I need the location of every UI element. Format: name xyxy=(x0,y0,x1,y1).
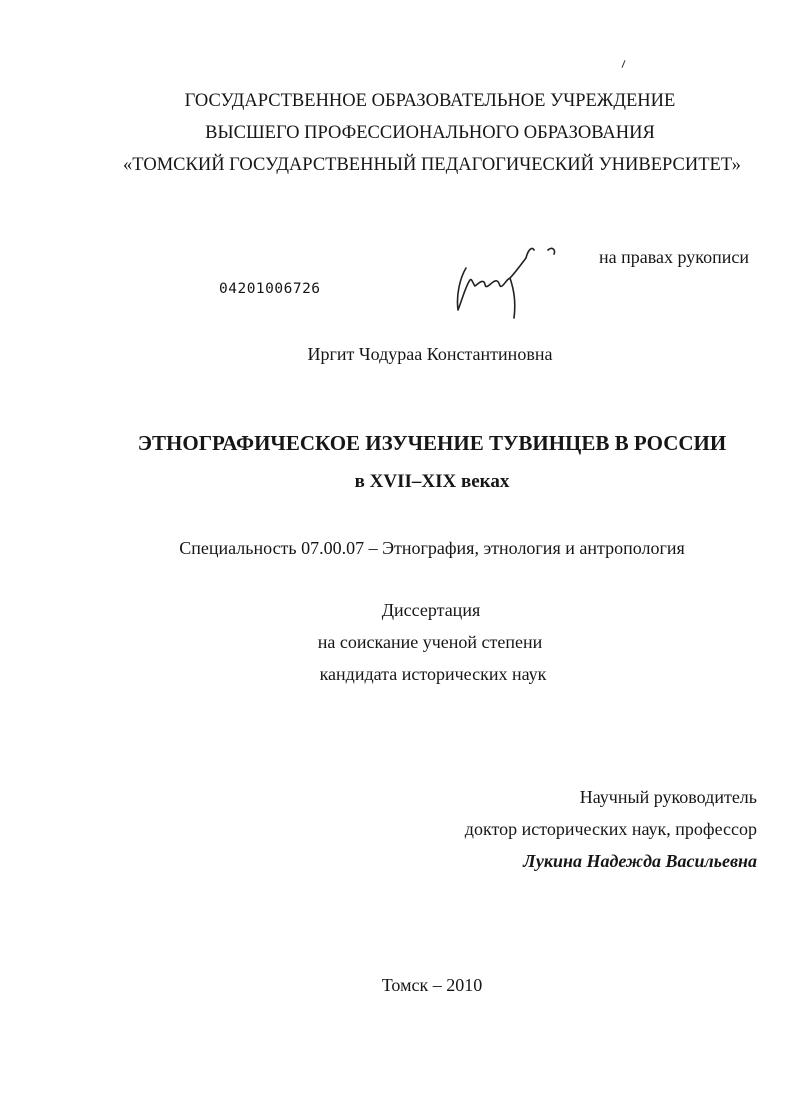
handwritten-signature xyxy=(448,240,578,325)
specialty: Специальность 07.00.07 – Этнография, этнология и антропология xyxy=(179,538,685,558)
supervisor-role: Научный руководитель xyxy=(579,787,757,807)
work-type: Диссертация xyxy=(381,600,481,620)
institution-line-2: ВЫСШЕГО ПРОФЕССИОНАЛЬНОГО ОБРАЗОВАНИЯ xyxy=(205,123,655,143)
degree-name: кандидата исторических наук xyxy=(319,664,547,684)
dissertation-title: ЭТНОГРАФИЧЕСКОЕ ИЗУЧЕНИЕ ТУВИНЦЕВ В РОССИИ xyxy=(137,431,727,455)
rights-note: на правах рукописи xyxy=(599,247,749,267)
catalog-number: 04201006726 xyxy=(219,281,321,297)
scan-mark xyxy=(622,60,626,68)
dissertation-subtitle: в XVII–XIX веках xyxy=(354,471,510,492)
place-year: Томск – 2010 xyxy=(381,975,483,995)
author-name: Иргит Чодураа Константиновна xyxy=(307,344,553,364)
institution-line-3: «ТОМСКИЙ ГОСУДАРСТВЕННЫЙ ПЕДАГОГИЧЕСКИЙ УНИВЕРСИТЕТ» xyxy=(123,155,741,175)
supervisor-degree: доктор исторических наук, профессор xyxy=(464,819,757,839)
institution-line-1: ГОСУДАРСТВЕННОЕ ОБРАЗОВАТЕЛЬНОЕ УЧРЕЖДЕНИЕ xyxy=(184,91,676,111)
degree-purpose: на соискание ученой степени xyxy=(317,632,543,652)
supervisor-name: Лукина Надежда Васильевна xyxy=(523,851,757,871)
